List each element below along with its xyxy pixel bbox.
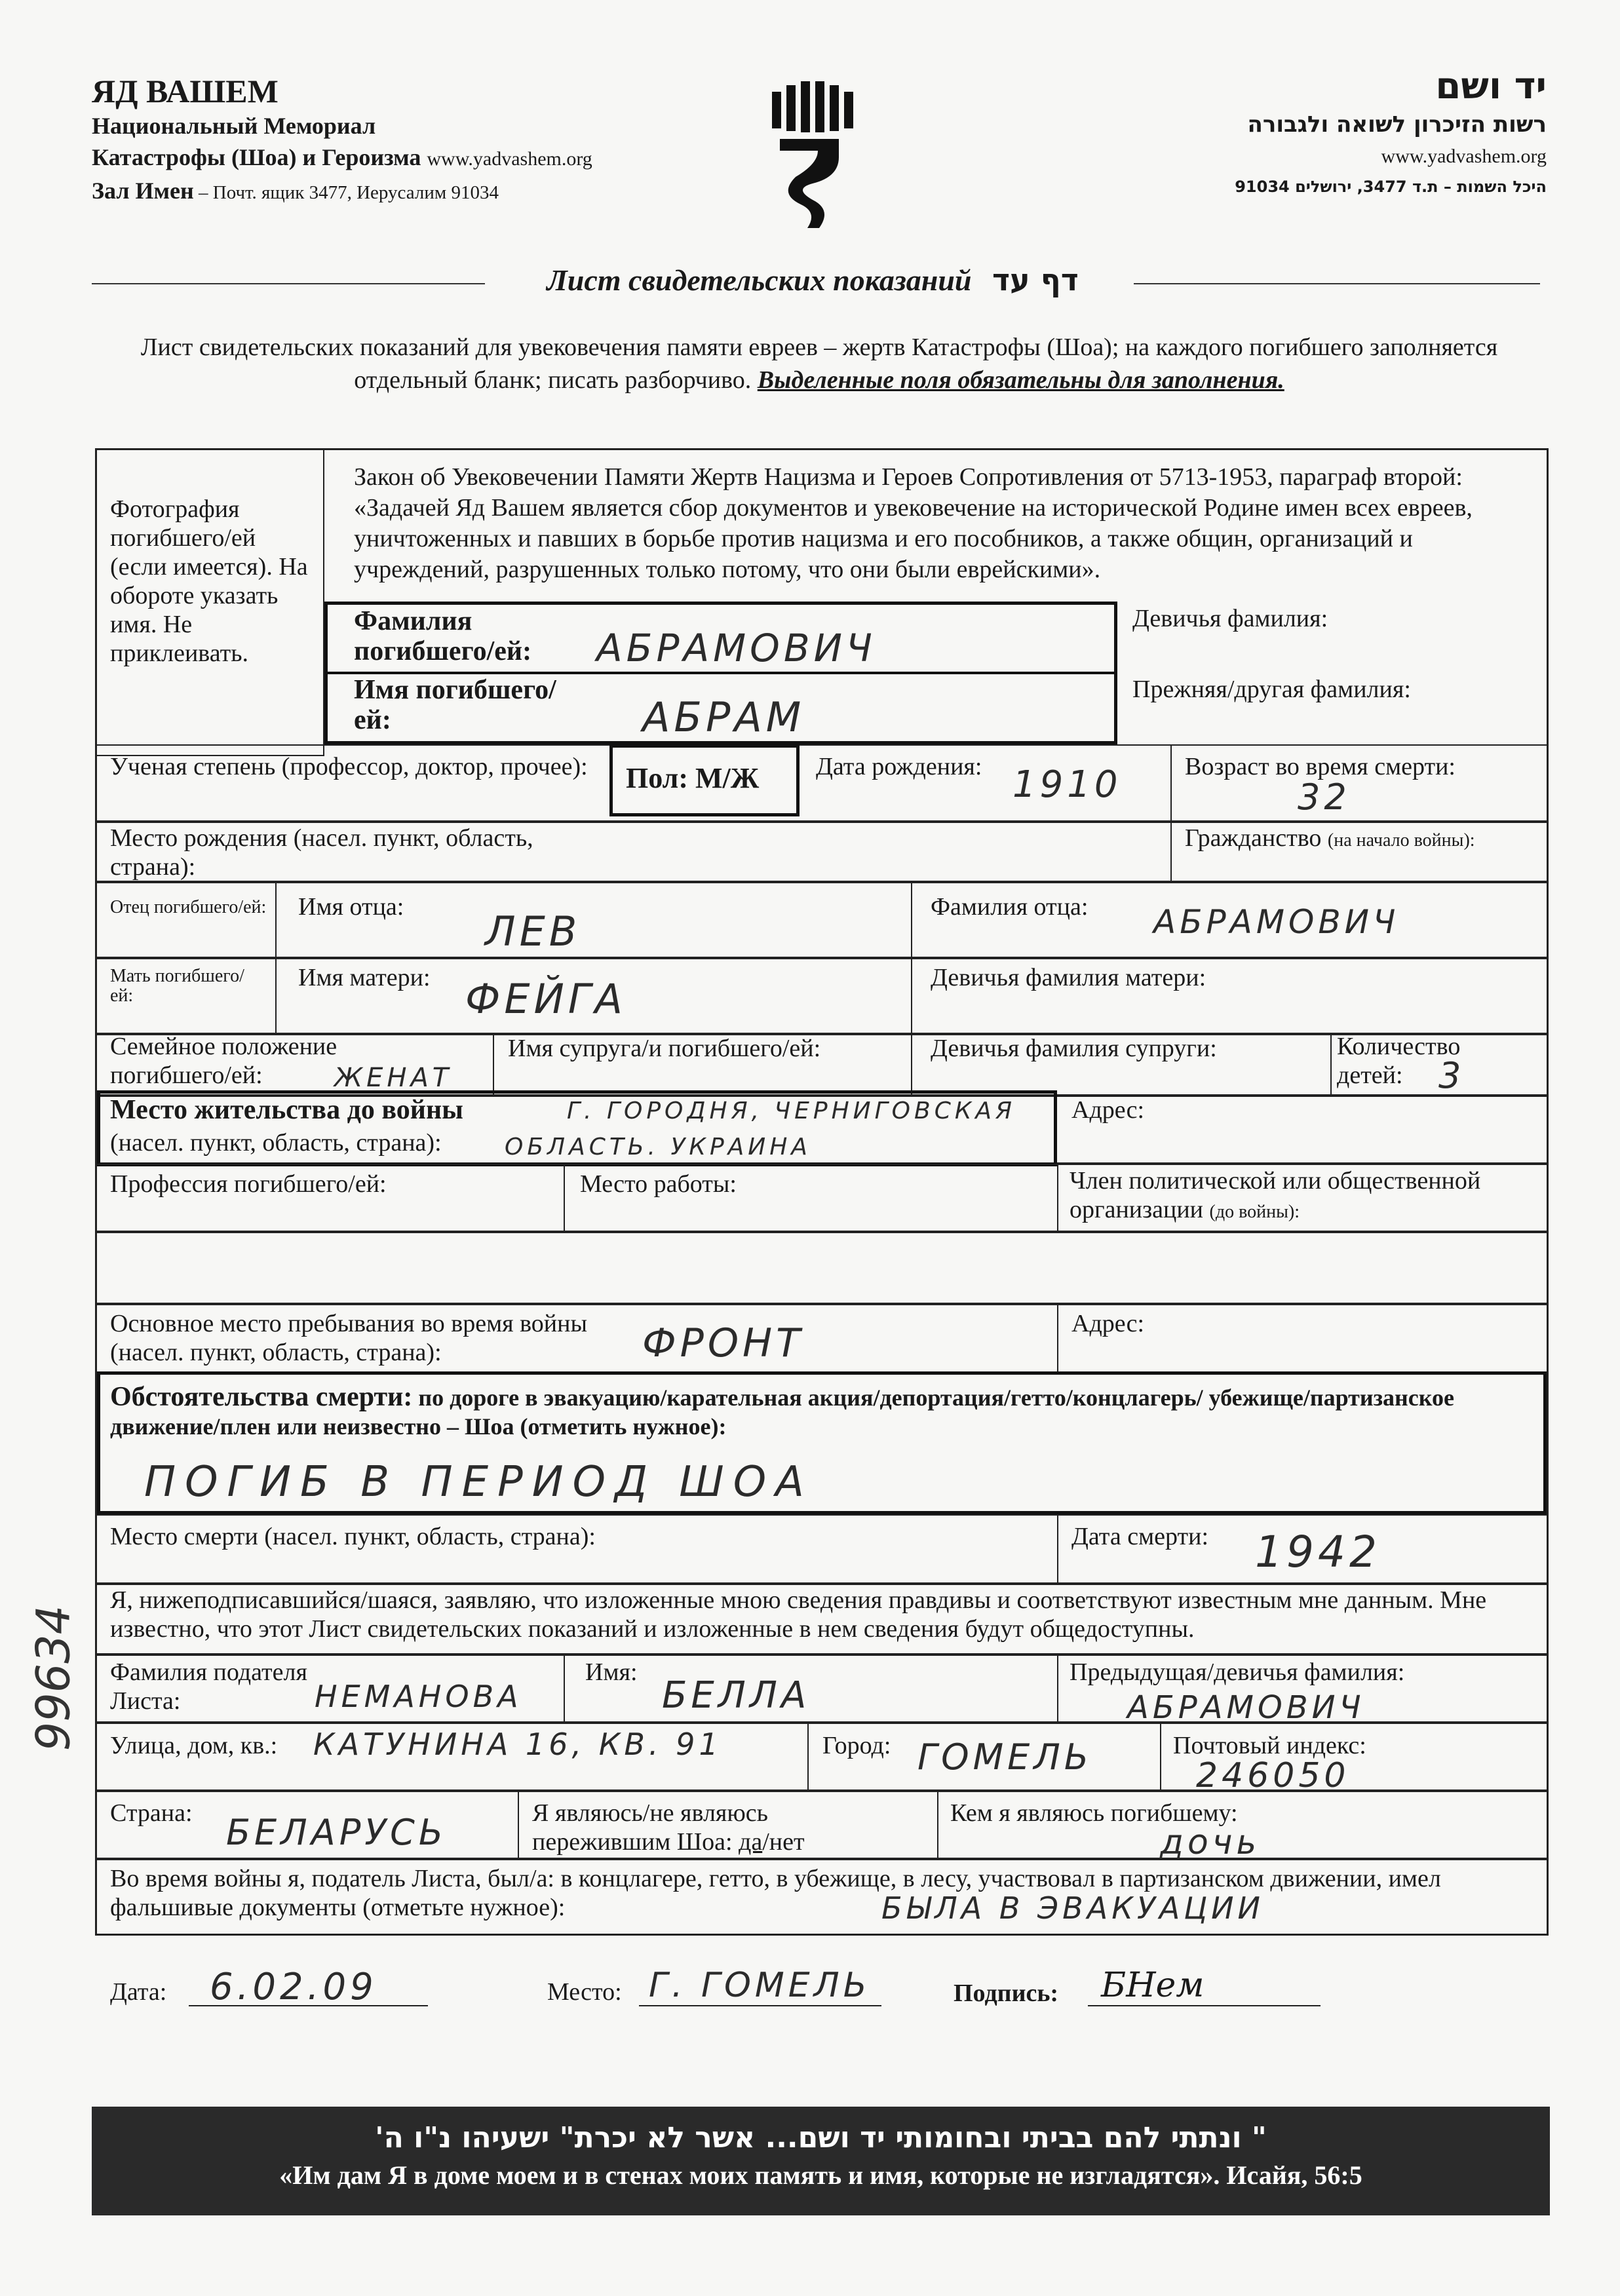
- spouse-maiden-label: Девичья фамилия супруги:: [931, 1035, 1217, 1062]
- marital-divider-3: [1330, 1034, 1332, 1096]
- he-line4: היכל השמות – ת.ד 3477, ירושלים 91034: [1235, 178, 1547, 196]
- org-line4-rest: – Почт. ящик 3477, Иерусалим 91034: [193, 182, 499, 203]
- address2-label: Адрес:: [1071, 1310, 1145, 1337]
- name-value[interactable]: АБРАМ: [642, 693, 805, 741]
- father-name-value[interactable]: ЛЕВ: [485, 908, 581, 955]
- birth-value[interactable]: 1910: [1013, 763, 1122, 806]
- org-site-link[interactable]: www.yadvashem.org: [427, 148, 592, 170]
- circumstances-label: [110, 1383, 1532, 1441]
- marital-label: Семейное положение погибшего/ей:: [110, 1033, 338, 1089]
- country-value[interactable]: БЕЛАРУСЬ: [226, 1812, 447, 1853]
- relation-value[interactable]: дочь: [1160, 1823, 1261, 1862]
- org-line4: [92, 175, 682, 208]
- birthplace-label: Место рождения (насел. пункт, область, страна):: [110, 824, 533, 881]
- country-divider-2: [937, 1791, 938, 1859]
- stamp-number: 99634: [26, 1605, 81, 1751]
- birth-label: Дата рождения:: [816, 753, 982, 780]
- org-line4-bold: Зал Имен: [92, 178, 194, 204]
- header-right: [1075, 66, 1547, 202]
- wartime-sub-value[interactable]: БЫЛА В ЭВАКУАЦИИ: [881, 1890, 1264, 1926]
- street-value[interactable]: КАТУНИНА 16, КВ. 91: [313, 1727, 722, 1762]
- signature: БНем: [1101, 1966, 1205, 2005]
- father-surname-label: Фамилия отца:: [931, 893, 1089, 921]
- declaration-text: Я, нижеподписавшийся/шаяся, заявляю, что изложенные мною сведения правдивы и соответствуют известным мне данным. Мне известно, что этот Лист свидетельских показаний и изложенные в нем сведения будут общедоступны.: [110, 1586, 1487, 1643]
- age-value[interactable]: 32: [1298, 776, 1351, 818]
- form-title: [498, 262, 1127, 297]
- surname-label: Фамилия погибшего/ей:: [354, 606, 532, 666]
- intro-text: [105, 331, 1533, 396]
- place-label: Место:: [547, 1978, 622, 2006]
- death-place-label: Место смерти (насел. пункт, область, страна):: [110, 1523, 596, 1550]
- footer-banner: [92, 2107, 1550, 2215]
- wartime-value[interactable]: ФРОНТ: [642, 1320, 804, 1366]
- wartime-divider: [1057, 1304, 1058, 1373]
- member-text: Член политической или общественной организации: [1070, 1167, 1481, 1223]
- name-label: Имя погибшего/ей:: [354, 675, 556, 735]
- photo-box-text: Фотография погибшего/ей (если имеется). На обороте указать имя. Не приклеивать.: [110, 495, 308, 667]
- he-line2: רשות הזיכרון לשואה ולגבורה: [1247, 111, 1547, 138]
- survivor-line2: пережившим Шоа:: [532, 1828, 733, 1856]
- sign-label: Подпись:: [954, 1980, 1059, 2007]
- sub-surname-label: Фамилия подателя Листа:: [110, 1658, 307, 1715]
- victim-name-divider: [324, 672, 1117, 674]
- address-label: Адрес:: [1071, 1096, 1145, 1124]
- wartime-sub-label: Во время войны я, податель Листа, был/а: в концлагере, гетто, в убежище, в лесу, участвовал в партизанском движении, имел фальшивые документы (отметьте нужное):: [110, 1865, 1441, 1921]
- children-label: Количество детей:: [1337, 1033, 1461, 1089]
- place-value[interactable]: Г. ГОМЕЛЬ: [649, 1966, 871, 2005]
- org-line3: [92, 142, 682, 175]
- sub-prev-value[interactable]: АБРАМОВИЧ: [1127, 1689, 1365, 1726]
- sub-name-value[interactable]: БЕЛЛА: [662, 1674, 811, 1717]
- relation-label: Кем я являюсь погибшему:: [950, 1799, 1238, 1827]
- yad-vashem-logo: [767, 79, 858, 229]
- residence-label: Место жительства до войны: [110, 1095, 463, 1125]
- death-date-label: Дата смерти:: [1071, 1523, 1209, 1550]
- spouse-name-label: Имя супруга/и погибшего/ей:: [508, 1035, 821, 1062]
- citizenship-text: Гражданство: [1185, 824, 1322, 852]
- place-line: [639, 2005, 881, 2006]
- sub-name-label: Имя:: [585, 1658, 638, 1686]
- circumstances-options[interactable]: по дороге в эвакуацию/карательная акция/депортация/гетто/концлагерь/ убежище/партизанское движение/плен или неизвестно – Шоа (отметить нужное):: [110, 1385, 1455, 1440]
- sub-prev-label: Предыдущая/девичья фамилия:: [1070, 1658, 1405, 1686]
- survivor-yes-option[interactable]: да: [739, 1828, 763, 1856]
- residence-value1[interactable]: Г. ГОРОДНЯ, ЧЕРНИГОВСКАЯ: [567, 1098, 1016, 1124]
- submitter-divider-2: [1057, 1655, 1058, 1723]
- date-label: Дата:: [110, 1978, 167, 2006]
- submitter-divider-1: [564, 1655, 565, 1723]
- title-rule-left: [92, 283, 485, 284]
- sub-surname-value[interactable]: НЕМАНОВА: [315, 1679, 522, 1714]
- sign-line: [1088, 2005, 1321, 2006]
- zip-value[interactable]: 246050: [1196, 1756, 1350, 1795]
- circumstances-value[interactable]: ПОГИБ В ПЕРИОД ШОА: [144, 1458, 813, 1506]
- maiden-label: Девичья фамилия:: [1132, 605, 1328, 632]
- profession-divider-1: [564, 1164, 565, 1232]
- birth-divider: [1170, 744, 1172, 822]
- row-blank[interactable]: [95, 1232, 1549, 1304]
- surname-value[interactable]: АБРАМОВИЧ: [596, 626, 876, 670]
- law-text: Закон об Увековечении Памяти Жертв Нацизма и Героев Сопротивления от 5713-1953, параграф второй: «Задачей Яд Вашем является сбор документов и увековечение на исторической Родине имен всех евреев, уничтоженных и павших в борьбе против нацизма и его пособников, а также общин, организаций и учреждений, разрушенных только потому, что они были еврейскими».: [354, 463, 1473, 583]
- he-site-link[interactable]: www.yadvashem.org: [1381, 145, 1547, 167]
- workplace-label: Место работы:: [580, 1170, 737, 1198]
- survivor-no-option[interactable]: /нет: [762, 1828, 805, 1856]
- mother-name-value[interactable]: ФЕЙГА: [465, 975, 627, 1023]
- citizenship-label: [1185, 824, 1475, 855]
- sex-label[interactable]: Пол: М/Ж: [626, 762, 760, 794]
- banner-hebrew: " ונתתי להם בביתי ובחומותי יד ושם... אשר לא יכרת" ישעיהו נ"ו ה': [375, 2121, 1267, 2154]
- form-title-he: דף עד: [992, 262, 1079, 297]
- citizenship-divider: [1170, 822, 1172, 882]
- residence-sub: (насел. пункт, область, страна):: [110, 1129, 442, 1157]
- citizenship-note: (на начало войны):: [1327, 830, 1475, 851]
- mother-maiden-label: Девичья фамилия матери:: [931, 964, 1206, 991]
- date-value[interactable]: 6.02.09: [210, 1966, 377, 2008]
- zip-label: Почтовый индекс:: [1173, 1732, 1366, 1759]
- father-label: Отец погибшего/ей:: [110, 897, 267, 917]
- children-value[interactable]: 3: [1438, 1055, 1465, 1096]
- street-label: Улица, дом, кв.:: [110, 1732, 278, 1759]
- mother-label: Мать погибшего/ей:: [110, 966, 244, 1006]
- member-label: [1070, 1166, 1548, 1227]
- street-divider-1: [807, 1723, 809, 1791]
- intro-plain: Лист свидетельских показаний для увековечения памяти евреев – жертв Катастрофы (Шоа); на каждого погибшего заполняется отдельный бланк; писать разборчиво.: [140, 334, 1498, 394]
- other-surname-label: Прежняя/другая фамилия:: [1132, 676, 1411, 703]
- age-label: Возраст во время смерти:: [1185, 753, 1456, 780]
- degree-label: Ученая степень (профессор, доктор, прочее):: [110, 753, 588, 780]
- city-label: Город:: [822, 1732, 891, 1759]
- survivor-line1: Я являюсь/не являюсь: [532, 1799, 768, 1827]
- death-date-value[interactable]: 1942: [1255, 1527, 1381, 1577]
- marital-divider-2: [911, 1034, 912, 1096]
- banner-russian: «Им дам Я в доме моем и в стенах моих память и имя, которые не изгладятся». Исайя, 56:5: [279, 2160, 1362, 2190]
- city-value[interactable]: ГОМЕЛЬ: [917, 1736, 1092, 1778]
- wartime-label: Основное место пребывания во время войны (насел. пункт, область, страна):: [110, 1310, 588, 1366]
- street-divider-2: [1160, 1723, 1161, 1791]
- survivor-label: [532, 1799, 925, 1856]
- profession-label: Профессия погибшего/ей:: [110, 1170, 387, 1198]
- org-name-he: יד ושם: [1435, 65, 1547, 107]
- country-label: Страна:: [110, 1799, 193, 1827]
- country-divider-1: [518, 1791, 519, 1859]
- mother-name-label: Имя матери:: [298, 964, 431, 991]
- member-note: (до войны):: [1209, 1202, 1300, 1222]
- marital-value[interactable]: ЖЕНАТ: [334, 1063, 453, 1093]
- father-name-label: Имя отца:: [298, 893, 404, 921]
- intro-bold: Выделенные поля обязательны для заполнения.: [757, 366, 1284, 394]
- profession-divider-2: [1057, 1164, 1058, 1232]
- father-surname-value[interactable]: АБРАМОВИЧ: [1153, 903, 1400, 941]
- death-divider: [1057, 1514, 1058, 1584]
- org-line3-text: Катастрофы (Шоа) и Героизма: [92, 144, 421, 170]
- org-line2: Национальный Мемориал: [92, 113, 376, 139]
- marital-divider-1: [493, 1034, 494, 1096]
- form-title-ru: Лист свидетельских показаний: [547, 263, 972, 297]
- circumstances-title: Обстоятельства смерти:: [110, 1382, 413, 1412]
- org-name-ru: ЯД ВАШЕМ: [92, 73, 279, 109]
- residence-value2[interactable]: ОБЛАСТЬ. УКРАИНА: [505, 1134, 811, 1160]
- title-rule-right: [1134, 283, 1540, 284]
- header-left: [92, 72, 682, 208]
